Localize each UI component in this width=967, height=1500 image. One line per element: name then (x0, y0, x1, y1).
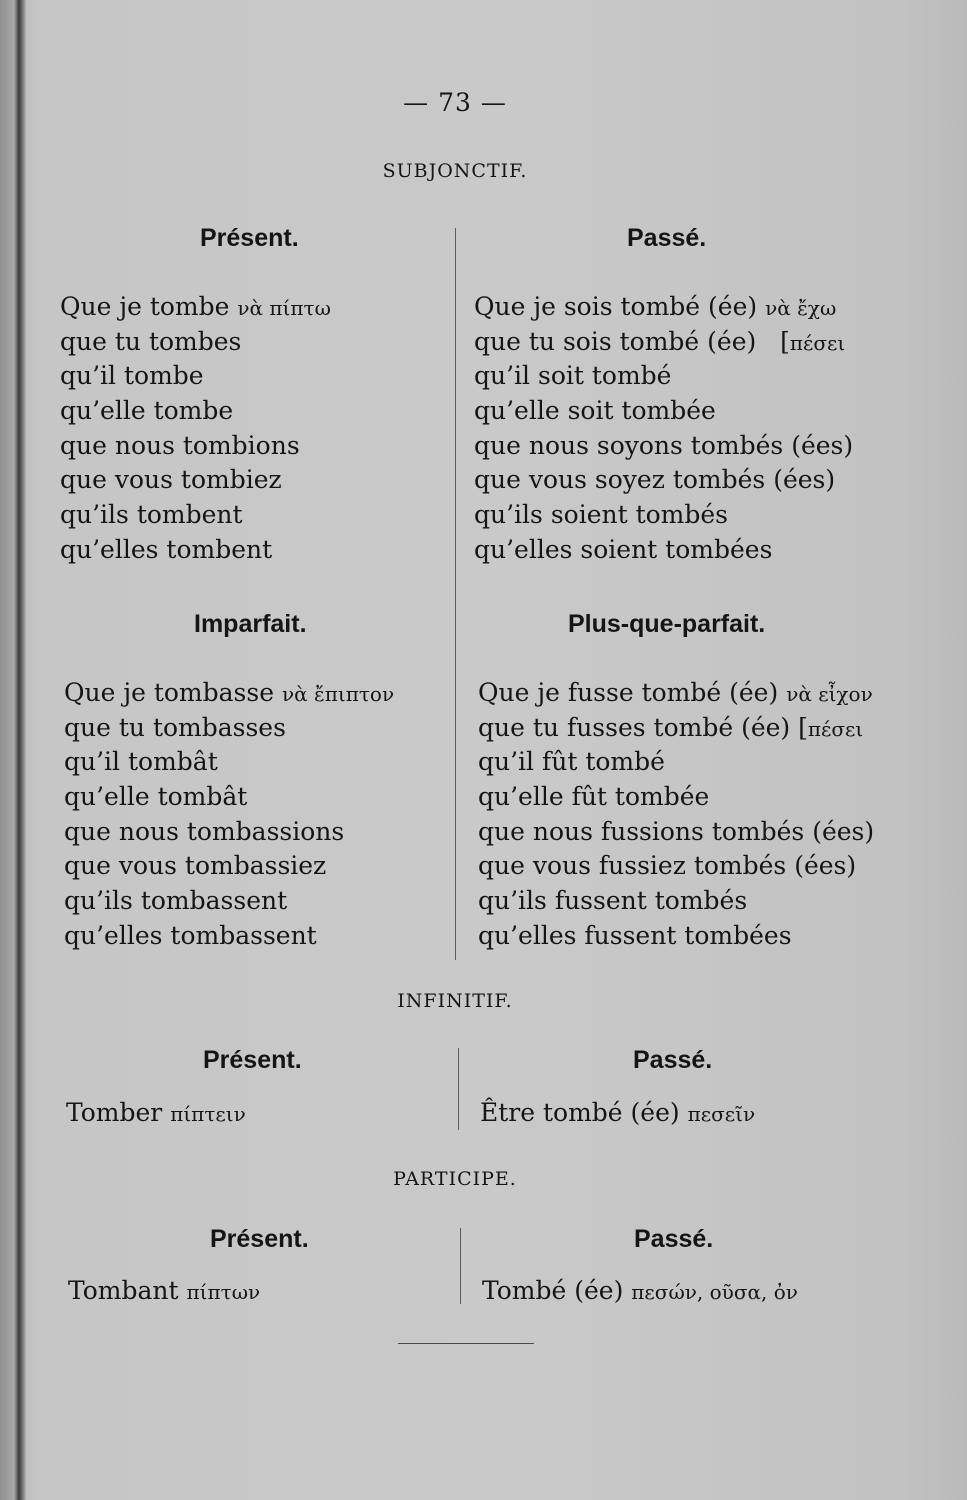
conj-line: que tu fusses tombé (ée) [πέσει (478, 712, 864, 742)
conj-line: que tu tombasses (64, 712, 286, 742)
conj-line: qu’elles tombent (60, 534, 273, 564)
conj-line: que tu sois tombé (ée) [πέσει (474, 326, 846, 356)
conj-line: Que je sois tombé (ée) νὰ ἔχω (474, 292, 837, 321)
heading-plus-que-parfait: Plus-que-parfait. (568, 610, 766, 638)
heading-subj-present: Présent. (200, 224, 299, 252)
column-divider (460, 1228, 461, 1304)
conj-line: qu’ils tombassent (64, 886, 288, 916)
conj-line: que nous fussions tombés (ées) (478, 816, 875, 846)
conj-line: que vous soyez tombés (ées) (474, 465, 836, 495)
conj-line: qu’elles soient tombées (474, 534, 773, 564)
conj-line: qu’elles fussent tombées (478, 920, 792, 950)
part-passe-form: Tombé (ée) πεσών, οῦσα, ὀν (482, 1276, 798, 1305)
heading-imparfait: Imparfait. (194, 610, 307, 638)
column-divider (458, 1048, 459, 1130)
heading-part-present: Présent. (210, 1225, 309, 1253)
section-title-infinitif: INFINITIF. (397, 990, 513, 1012)
conj-line: Que je tombasse νὰ ἔπιπτον (64, 678, 395, 707)
inf-present-form: Tomber πίπτειν (66, 1098, 246, 1127)
conj-line: qu’elle soit tombée (474, 396, 716, 426)
conj-line: qu’ils tombent (60, 500, 243, 530)
column-divider (455, 228, 456, 960)
section-title-subjonctif: SUBJONCTIF. (382, 160, 528, 182)
conj-line: qu’il fût tombé (478, 747, 665, 777)
book-gutter (0, 0, 26, 1500)
section-title-participe: PARTICIPE. (393, 1168, 517, 1190)
conj-line: qu’il soit tombé (474, 361, 672, 391)
inf-passe-form: Être tombé (ée) πεσεῖν (480, 1098, 756, 1127)
conj-line: que vous tombassiez (64, 851, 327, 881)
conj-line: qu’elle tombât (64, 782, 248, 812)
subj-plus-que-parfait-conjugation (478, 676, 874, 954)
conj-line: qu’elle tombe (60, 396, 234, 426)
subj-present-conjugation (60, 290, 331, 568)
page-number: — 73 — (403, 88, 507, 117)
conj-line: qu’il tombe (60, 361, 204, 391)
heading-inf-passe: Passé. (633, 1046, 713, 1074)
subj-passe-conjugation (474, 290, 853, 568)
heading-subj-passe: Passé. (627, 224, 707, 252)
heading-part-passe: Passé. (634, 1225, 714, 1253)
conj-line: que nous tombassions (64, 816, 345, 846)
conj-line: que tu tombes (60, 326, 242, 356)
conj-line: que nous soyons tombés (ées) (474, 430, 854, 460)
conj-line: qu’ils fussent tombés (478, 886, 748, 916)
conj-line: qu’il tombât (64, 747, 218, 777)
part-present-form: Tombant πίπτων (68, 1276, 261, 1305)
subj-imparfait-conjugation (64, 676, 394, 954)
conj-line: qu’elles tombassent (64, 920, 317, 950)
conj-line: qu’ils soient tombés (474, 500, 729, 530)
conj-line: que vous tombiez (60, 465, 282, 495)
closing-rule (398, 1343, 534, 1344)
conj-line: Que je fusse tombé (ée) νὰ εἶχον (478, 678, 873, 707)
heading-inf-present: Présent. (203, 1046, 302, 1074)
conj-line: que vous fussiez tombés (ées) (478, 851, 857, 881)
conj-line: Que je tombe νὰ πίπτω (60, 292, 331, 321)
conj-line: qu’elle fût tombée (478, 782, 710, 812)
conj-line: que nous tombions (60, 430, 300, 460)
